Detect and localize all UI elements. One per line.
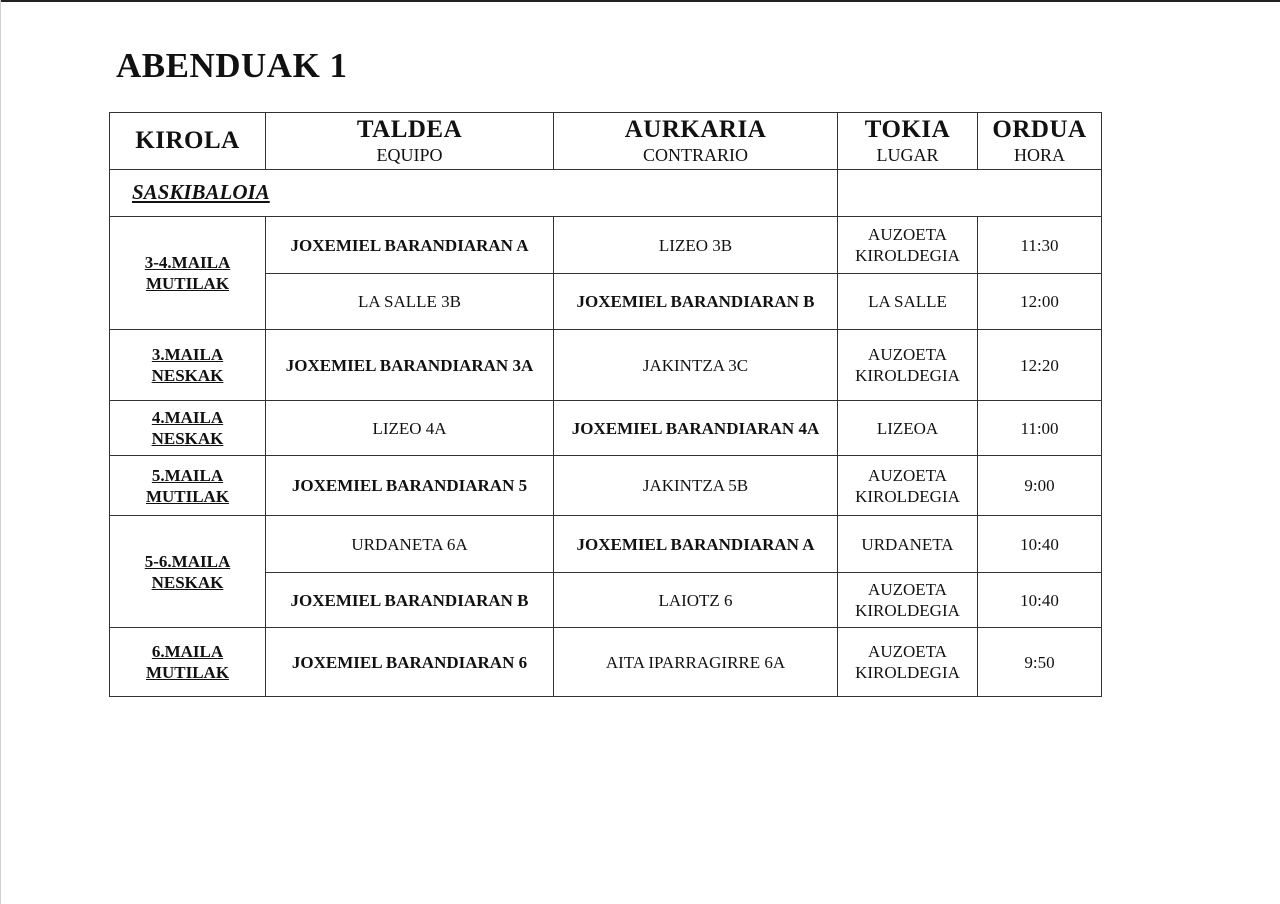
category-cell: 5-6.MAILA NESKAK [110,516,266,628]
team-cell: JOXEMIEL BARANDIARAN 5 [266,456,554,516]
scan-top-border [0,0,1280,2]
table-row [110,217,1102,274]
place-cell: LIZEOA [838,401,978,456]
opponent-cell: LAIOTZ 6 [554,573,838,628]
page-title: ABENDUAK 1 [116,46,348,85]
category-cell: 3-4.MAILA MUTILAK [110,217,266,330]
category-cell: 5.MAILA MUTILAK [110,456,266,516]
place-cell: AUZOETA KIROLDEGIA [838,217,978,274]
time-cell: 9:50 [978,628,1102,697]
header-ordua-label: ORDUA [992,116,1087,143]
table-row [110,628,1102,697]
team-cell: LA SALLE 3B [266,274,554,330]
header-tokia [838,113,978,170]
place-cell: AUZOETA KIROLDEGIA [838,456,978,516]
table-row [110,401,1102,456]
header-aurkaria-sub: CONTRARIO [642,145,748,165]
schedule-table [109,112,1102,697]
team-cell: URDANETA 6A [266,516,554,573]
header-kirola: KIROLA [110,113,266,170]
header-taldea-sub: EQUIPO [376,145,443,165]
time-cell: 11:00 [978,401,1102,456]
opponent-cell: JOXEMIEL BARANDIARAN A [554,516,838,573]
header-taldea [266,113,554,170]
time-cell: 10:40 [978,573,1102,628]
team-cell: JOXEMIEL BARANDIARAN B [266,573,554,628]
opponent-cell: LIZEO 3B [554,217,838,274]
place-cell: AUZOETA KIROLDEGIA [838,628,978,697]
time-cell: 10:40 [978,516,1102,573]
section-cell [110,170,838,217]
header-ordua-sub: HORA [1013,145,1065,165]
place-cell: LA SALLE [838,274,978,330]
header-tokia-sub: LUGAR [876,145,939,165]
header-aurkaria [554,113,838,170]
header-tokia-label: TOKIA [864,116,951,143]
category-cell: 3.MAILA NESKAK [110,330,266,401]
table-row [110,330,1102,401]
section-label: SASKIBALOIA [132,180,270,204]
table-row [110,516,1102,573]
opponent-cell: JAKINTZA 3C [554,330,838,401]
place-cell: URDANETA [838,516,978,573]
section-empty-cell [838,170,1102,217]
place-cell: AUZOETA KIROLDEGIA [838,330,978,401]
table-row [110,456,1102,516]
time-cell: 11:30 [978,217,1102,274]
opponent-cell: JOXEMIEL BARANDIARAN B [554,274,838,330]
time-cell: 12:20 [978,330,1102,401]
header-row [110,113,1102,170]
opponent-cell: JAKINTZA 5B [554,456,838,516]
scan-left-border [0,0,1,904]
opponent-cell: AITA IPARRAGIRRE 6A [554,628,838,697]
time-cell: 9:00 [978,456,1102,516]
opponent-cell: JOXEMIEL BARANDIARAN 4A [554,401,838,456]
section-row [110,170,1102,217]
header-ordua [978,113,1102,170]
team-cell: JOXEMIEL BARANDIARAN 6 [266,628,554,697]
header-aurkaria-label: AURKARIA [624,116,767,143]
header-taldea-label: TALDEA [356,116,463,143]
team-cell: JOXEMIEL BARANDIARAN 3A [266,330,554,401]
team-cell: LIZEO 4A [266,401,554,456]
place-cell: AUZOETA KIROLDEGIA [838,573,978,628]
category-cell: 4.MAILA NESKAK [110,401,266,456]
team-cell: JOXEMIEL BARANDIARAN A [266,217,554,274]
time-cell: 12:00 [978,274,1102,330]
category-cell: 6.MAILA MUTILAK [110,628,266,697]
